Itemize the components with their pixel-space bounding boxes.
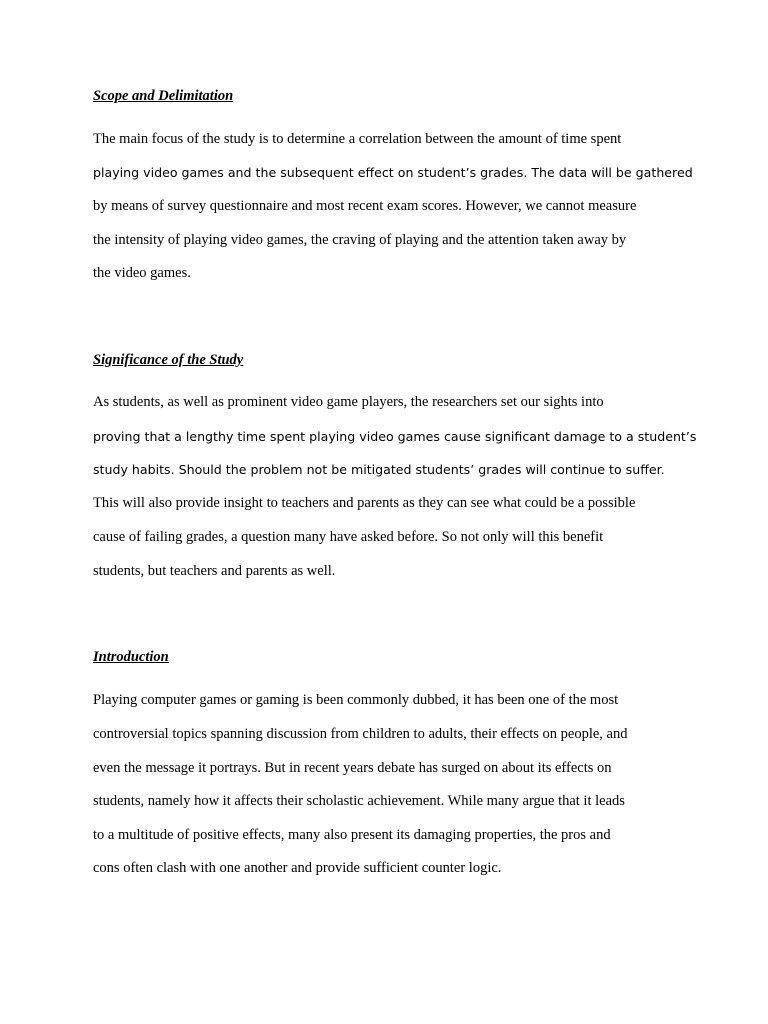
paragraph-line: playing video games and the subsequent effect on student’s grades. The data will be gathered (93, 165, 693, 180)
paragraph-line: students, namely how it affects their scholastic achievement. While many argue that it leads (93, 793, 625, 809)
paragraph-line: to a multitude of positive effects, many also present its damaging properties, the pros and (93, 827, 611, 843)
section-heading: Scope and Delimitation (93, 88, 234, 104)
paragraph-line: by means of survey questionnaire and most recent exam scores. However, we cannot measure (93, 198, 637, 214)
paragraph-line: As students, as well as prominent video game players, the researchers set our sights into (93, 394, 604, 410)
section-heading: Introduction (93, 649, 169, 665)
paragraph-line: the intensity of playing video games, the craving of playing and the attention taken away by (93, 232, 627, 248)
paragraph-line: controversial topics spanning discussion from children to adults, their effects on people, and (93, 726, 628, 742)
paragraph-line: proving that a lengthy time spent playing video games cause significant damage to a student’s (93, 429, 697, 444)
paragraph-line: This will also provide insight to teachers and parents as they can see what could be a possible (93, 495, 636, 511)
section-heading: Significance of the Study (93, 352, 244, 368)
paragraph-line: Playing computer games or gaming is been commonly dubbed, it has been one of the most (93, 692, 619, 708)
paragraph-line: even the message it portrays. But in recent years debate has surged on about its effects on (93, 760, 612, 776)
paragraph-line: cause of failing grades, a question many have asked before. So not only will this benefit (93, 529, 604, 545)
paragraph-line: The main focus of the study is to determine a correlation between the amount of time spent (93, 131, 622, 147)
paragraph-line: study habits. Should the problem not be mitigated students’ grades will continue to suffer. (93, 462, 665, 477)
paragraph-line: students, but teachers and parents as well. (93, 563, 336, 579)
paragraph-line: cons often clash with one another and provide sufficient counter logic. (93, 860, 502, 876)
paragraph-line: the video games. (93, 265, 191, 281)
